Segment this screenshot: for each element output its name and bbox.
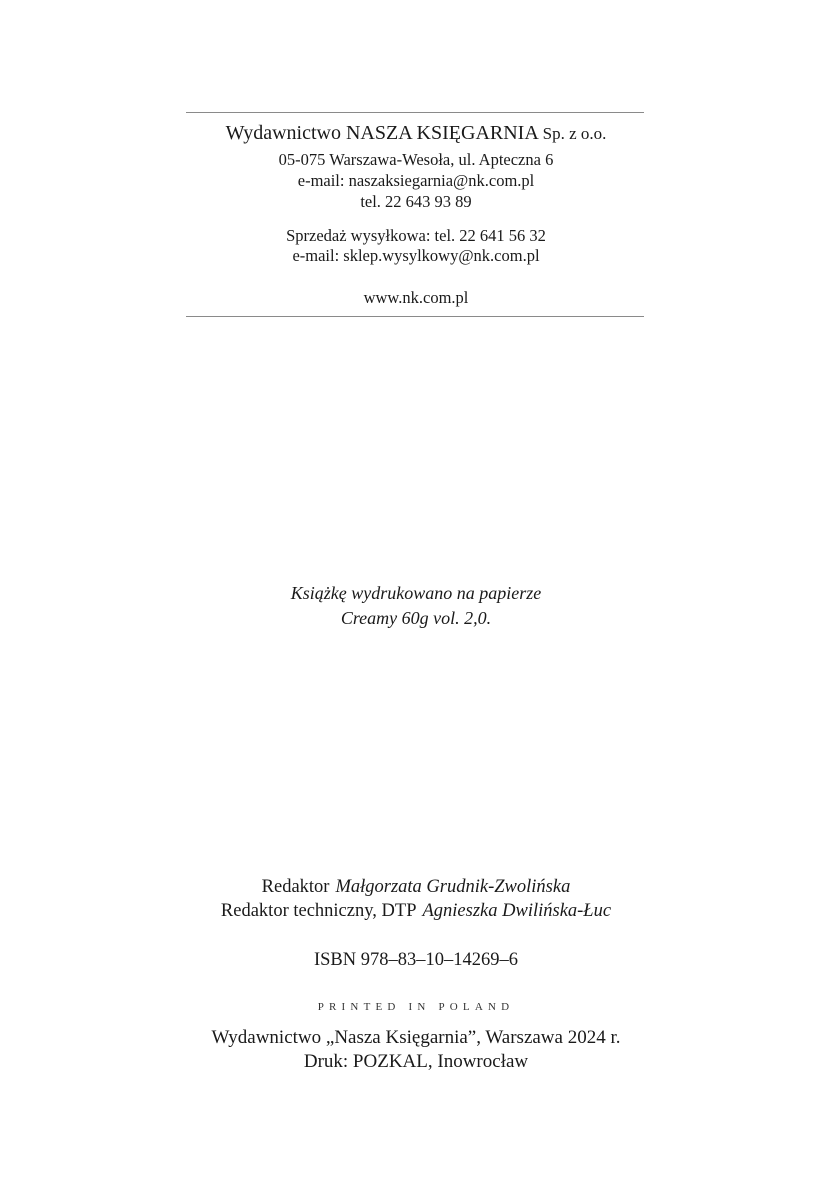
- publisher-address: 05-075 Warszawa-Wesoła, ul. Apteczna 6: [278, 150, 554, 169]
- paper-note-line-2: Creamy 60g vol. 2,0.: [340, 608, 492, 628]
- publisher-name-text: Wydawnictwo NASZA KSIĘGARNIA: [225, 122, 538, 144]
- mail-order-email: e-mail: sklep.wysylkowy@nk.com.pl: [292, 246, 540, 265]
- publisher-name-suffix: Sp. z o.o.: [542, 124, 607, 143]
- editor-name: Małgorzata Grudnik-Zwolińska: [335, 877, 571, 897]
- tech-editor-credit: [0, 901, 832, 922]
- isbn: ISBN 978–83–10–14269–6: [313, 950, 519, 970]
- publisher-email: e-mail: naszaksiegarnia@nk.com.pl: [297, 171, 535, 190]
- tech-editor-name: Agnieszka Dwilińska-Łuc: [422, 901, 612, 921]
- mail-order-phone: Sprzedaż wysyłkowa: tel. 22 641 56 32: [286, 226, 546, 245]
- top-divider: [186, 112, 644, 113]
- paper-note-line-1: Książkę wydrukowano na papierze: [290, 583, 542, 603]
- bottom-divider: [186, 316, 644, 317]
- editor-role: Redaktor: [261, 877, 330, 897]
- printed-in-poland: PRINTED IN POLAND: [317, 1001, 515, 1013]
- editor-credit: [0, 877, 832, 898]
- imprint-line-1: Wydawnictwo „Nasza Księgarnia”, Warszawa 2024 r.: [211, 1027, 621, 1048]
- tech-editor-role: Redaktor techniczny, DTP: [220, 901, 417, 921]
- publisher-name: [0, 122, 832, 145]
- publisher-website: www.nk.com.pl: [363, 288, 469, 307]
- publisher-phone: tel. 22 643 93 89: [360, 192, 472, 211]
- imprint-line-2: Druk: POZKAL, Inowrocław: [303, 1051, 529, 1072]
